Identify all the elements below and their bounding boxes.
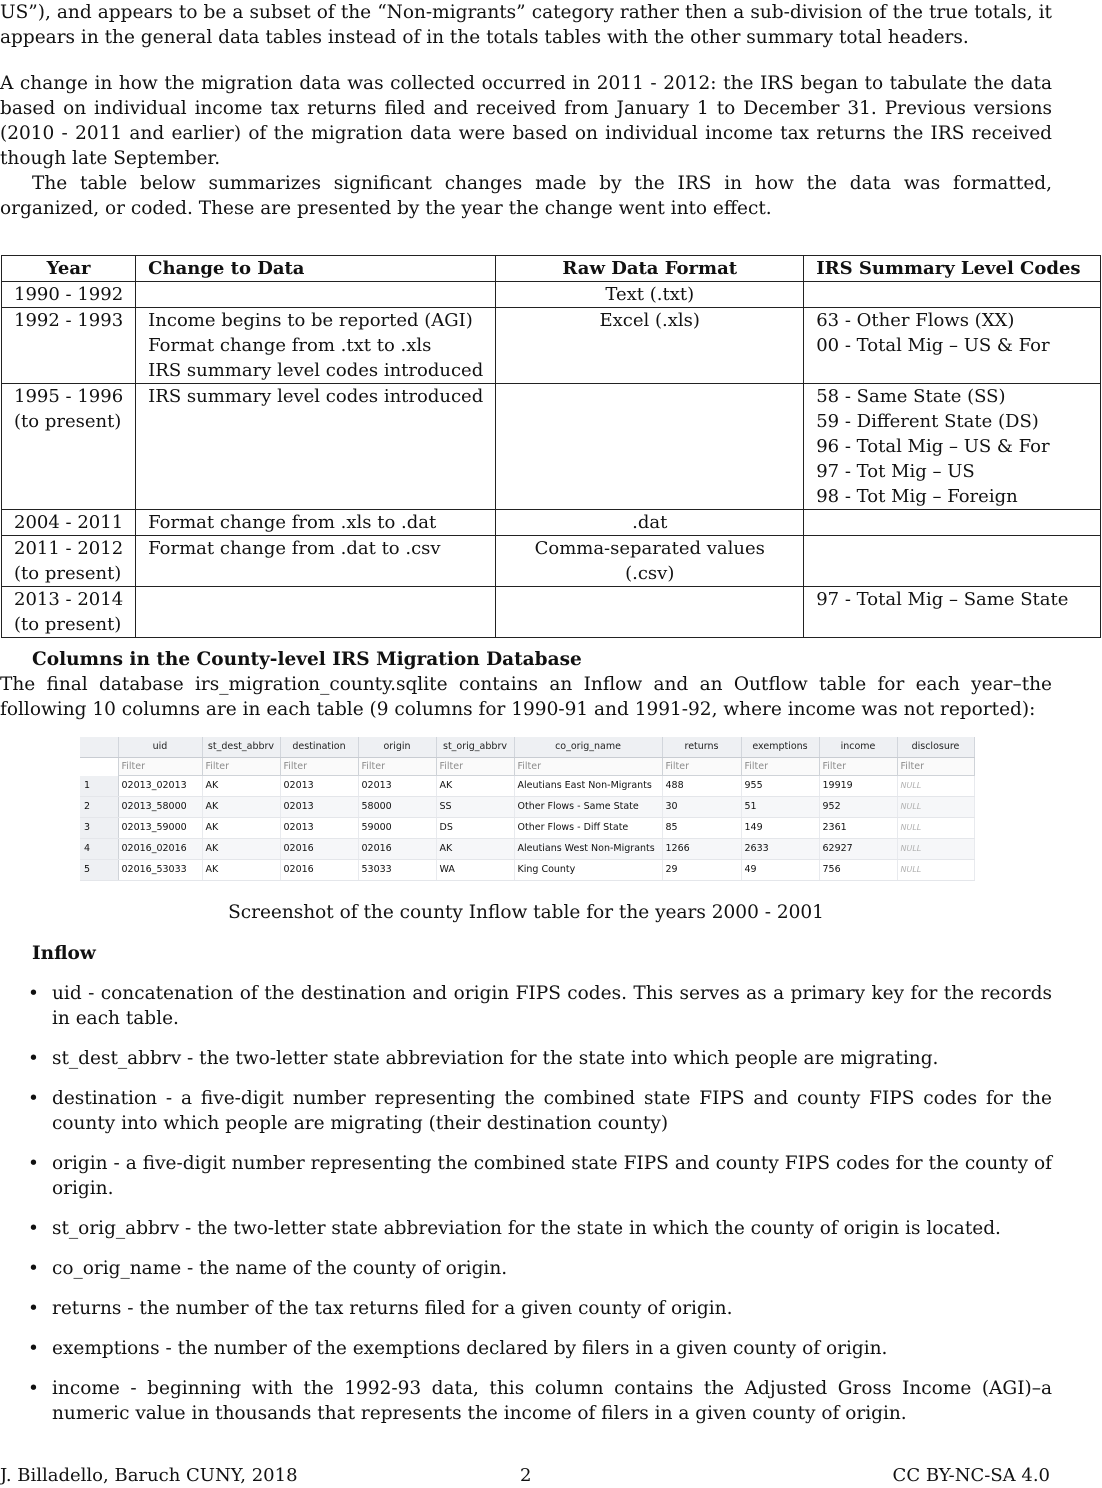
db-cell: 756 [819, 860, 897, 881]
bullet-icon: • [28, 1153, 39, 1174]
cell-line: 97 - Tot Mig – US [816, 461, 975, 482]
db-filter-input[interactable]: Filter [897, 758, 974, 776]
cell-change [136, 282, 496, 308]
list-item-text: co_orig_name - the name of the county of origin. [52, 1258, 508, 1279]
list-item-text: returns - the number of the tax returns filed for a given county of origin. [52, 1298, 733, 1319]
db-filter-input[interactable]: Filter [280, 758, 358, 776]
cell-change [136, 587, 496, 638]
db-row[interactable] [80, 776, 974, 797]
cell-year [2, 587, 136, 638]
db-cell: SS [436, 797, 514, 818]
list-item [0, 981, 1052, 1031]
table-row [2, 308, 1101, 384]
db-row[interactable] [80, 860, 974, 881]
list-item-text: destination - a five-digit number representing the combined state FIPS and county FIPS codes for the county into which people are migrating (their destination county) [52, 1088, 1052, 1134]
db-cell: 955 [741, 776, 819, 797]
cell-line: (to present) [14, 563, 122, 584]
db-cell: 149 [741, 818, 819, 839]
cell-line: 96 - Total Mig – US & For [816, 436, 1050, 457]
db-cell: AK [202, 797, 280, 818]
list-item-text: exemptions - the number of the exemptions declared by filers in a given county of origin. [52, 1338, 888, 1359]
db-row[interactable] [80, 797, 974, 818]
cell-codes [804, 282, 1101, 308]
bullet-icon: • [28, 983, 39, 1004]
db-cell: Aleutians West Non-Migrants [514, 839, 662, 860]
list-item [0, 1376, 1052, 1426]
bullet-icon: • [28, 1088, 39, 1109]
cell-year [2, 282, 136, 308]
table-body [2, 282, 1101, 638]
db-filter-spacer [80, 758, 118, 776]
db-filter-input[interactable]: Filter [358, 758, 436, 776]
data-changes-table [1, 255, 1101, 638]
cell-line: 59 - Different State (DS) [816, 411, 1039, 432]
bullet-icon: • [28, 1258, 39, 1279]
db-row-number: 3 [80, 818, 118, 839]
cell-line: 1990 - 1992 [14, 284, 124, 305]
columns-section-text: The final database irs_migration_county.sqlite contains an Inflow and an Outflow table for each year–the following 10 columns are in each table (9 columns for 1990-91 and 1991-92, where income was not reported): [0, 674, 1052, 720]
db-column-header[interactable]: exemptions [741, 737, 819, 758]
db-cell: 02013 [280, 818, 358, 839]
intro-paragraph-table-summary: The table below summarizes significant changes made by the IRS in how the data was formatted, organized, or coded. These are presented by the year the change went into effect. [0, 173, 1052, 219]
list-item-text: origin - a five-digit number representing the combined state FIPS and county FIPS codes for the county of origin. [52, 1153, 1052, 1199]
db-body [80, 758, 974, 881]
db-cell: AK [202, 776, 280, 797]
inflow-column-definitions [0, 981, 1052, 1441]
db-row-number: 4 [80, 839, 118, 860]
cell-year [2, 536, 136, 587]
header-year: Year [2, 256, 136, 282]
db-cell: WA [436, 860, 514, 881]
cell-codes [804, 587, 1101, 638]
cell-codes [804, 510, 1101, 536]
db-cell: NULL [897, 818, 974, 839]
header-change-to-data: Change to Data [136, 256, 496, 282]
db-filter-input[interactable]: Filter [819, 758, 897, 776]
table-header-row [2, 256, 1101, 282]
list-item-text: income - beginning with the 1992-93 data, this column contains the Adjusted Gross Income (AGI)–a numeric value in thousands that represents the income of filers in a given county of origin. [52, 1378, 1052, 1424]
db-cell: NULL [897, 776, 974, 797]
cell-line: Format change from .txt to .xls [148, 335, 432, 356]
db-cell: 02013_58000 [118, 797, 202, 818]
cell-format [496, 587, 804, 638]
db-cell: 02016_02016 [118, 839, 202, 860]
bullet-icon: • [28, 1298, 39, 1319]
intro-paragraph-collection-change: A change in how the migration data was collected occurred in 2011 - 2012: the IRS began to tabulate the data based on individual income tax returns filed and received from January 1 to December 31. Previous versions (2010 - 2011 and earlier) of the migration data were based on individual income tax returns the IRS received though late September. [0, 73, 1052, 169]
list-item-text: uid - concatenation of the destination and origin FIPS codes. This serves as a primary key for the records in each table. [52, 983, 1052, 1029]
db-cell: 02016 [358, 839, 436, 860]
cell-line: 2011 - 2012 [14, 538, 124, 559]
db-row-number: 2 [80, 797, 118, 818]
db-cell: 85 [662, 818, 741, 839]
db-row[interactable] [80, 818, 974, 839]
db-header-row [80, 737, 974, 758]
db-cell: 02016 [280, 860, 358, 881]
db-cell: 62927 [819, 839, 897, 860]
cell-format: Excel (.xls) [496, 308, 804, 384]
db-filter-input[interactable]: Filter [118, 758, 202, 776]
list-item [0, 1336, 1052, 1361]
list-item [0, 1216, 1052, 1241]
db-cell: 2633 [741, 839, 819, 860]
list-item-text: st_orig_abbrv - the two-letter state abbreviation for the state in which the county of origin is located. [52, 1218, 1001, 1239]
cell-line: 2013 - 2014 [14, 589, 124, 610]
cell-line: Format change from .dat to .csv [148, 538, 441, 559]
screenshot-caption: Screenshot of the county Inflow table for the years 2000 - 2001 [228, 902, 824, 923]
cell-format: Comma-separated values (.csv) [496, 536, 804, 587]
db-column-header[interactable]: returns [662, 737, 741, 758]
footer-license: CC BY-NC-SA 4.0 [892, 1465, 1050, 1486]
db-cell: 488 [662, 776, 741, 797]
bullet-icon: • [28, 1338, 39, 1359]
cell-line: 00 - Total Mig – US & For [816, 335, 1050, 356]
db-row-number: 1 [80, 776, 118, 797]
cell-format [496, 384, 804, 510]
db-cell: 59000 [358, 818, 436, 839]
table-row [2, 536, 1101, 587]
db-cell: 51 [741, 797, 819, 818]
cell-codes [804, 308, 1101, 384]
cell-line: 63 - Other Flows (XX) [816, 310, 1015, 331]
cell-change [136, 384, 496, 510]
db-cell: 19919 [819, 776, 897, 797]
db-cell: 02016 [280, 839, 358, 860]
cell-line: 1995 - 1996 [14, 386, 124, 407]
db-row[interactable] [80, 839, 974, 860]
db-filter-row [80, 758, 974, 776]
db-cell: AK [202, 860, 280, 881]
db-cell: 02013_59000 [118, 818, 202, 839]
inflow-heading: Inflow [32, 943, 96, 964]
db-cell: AK [436, 839, 514, 860]
db-cell: 29 [662, 860, 741, 881]
db-column-header[interactable]: destination [280, 737, 358, 758]
db-cell: 30 [662, 797, 741, 818]
list-item [0, 1086, 1052, 1136]
cell-format: Text (.txt) [496, 282, 804, 308]
db-cell: Aleutians East Non-Migrants [514, 776, 662, 797]
cell-codes [804, 384, 1101, 510]
db-cell: 02013 [280, 797, 358, 818]
header-raw-data-format: Raw Data Format [496, 256, 804, 282]
cell-year [2, 384, 136, 510]
cell-change [136, 308, 496, 384]
list-item [0, 1046, 1052, 1071]
columns-section-heading: Columns in the County-level IRS Migration Database [32, 649, 582, 670]
db-cell: 53033 [358, 860, 436, 881]
db-column-header[interactable]: co_orig_name [514, 737, 662, 758]
cell-line: 1992 - 1993 [14, 310, 124, 331]
db-column-header[interactable]: uid [118, 737, 202, 758]
db-cell: NULL [897, 839, 974, 860]
cell-line: Format change from .xls to .dat [148, 512, 437, 533]
db-filter-input[interactable]: Filter [514, 758, 662, 776]
cell-line: IRS summary level codes introduced [148, 360, 484, 381]
db-filter-input[interactable]: Filter [662, 758, 741, 776]
db-cell: 02016_53033 [118, 860, 202, 881]
db-cell: Other Flows - Diff State [514, 818, 662, 839]
db-cell: 02013_02013 [118, 776, 202, 797]
bullet-icon: • [28, 1048, 39, 1069]
table-row [2, 510, 1101, 536]
db-filter-input[interactable]: Filter [202, 758, 280, 776]
db-column-header[interactable]: disclosure [897, 737, 974, 758]
list-item [0, 1296, 1052, 1321]
db-cell: AK [202, 839, 280, 860]
db-cell: Other Flows - Same State [514, 797, 662, 818]
db-filter-input[interactable]: Filter [436, 758, 514, 776]
intro-paragraph-continued: US”), and appears to be a subset of the “Non-migrants” category rather then a sub-division of the true totals, it appears in the general data tables instead of in the totals tables with the other summary total headers. [0, 2, 1052, 48]
db-filter-input[interactable]: Filter [741, 758, 819, 776]
db-cell: King County [514, 860, 662, 881]
db-cell: 02013 [280, 776, 358, 797]
cell-change [136, 510, 496, 536]
db-column-header[interactable]: origin [358, 737, 436, 758]
db-cell: 02013 [358, 776, 436, 797]
db-cell: NULL [897, 860, 974, 881]
table-row [2, 282, 1101, 308]
db-column-header[interactable]: income [819, 737, 897, 758]
list-item-text: st_dest_abbrv - the two-letter state abbreviation for the state into which people are migrating. [52, 1048, 939, 1069]
db-cell: AK [202, 818, 280, 839]
list-item [0, 1151, 1052, 1201]
db-cell: NULL [897, 797, 974, 818]
db-cell: 49 [741, 860, 819, 881]
db-cell: 952 [819, 797, 897, 818]
cell-year [2, 510, 136, 536]
db-cell: 58000 [358, 797, 436, 818]
cell-line: (to present) [14, 614, 122, 635]
list-item [0, 1256, 1052, 1281]
db-column-header[interactable]: st_orig_abbrv [436, 737, 514, 758]
cell-line: IRS summary level codes introduced [148, 386, 484, 407]
db-cell: AK [436, 776, 514, 797]
db-cell: DS [436, 818, 514, 839]
table-row [2, 587, 1101, 638]
footer-author: J. Billadello, Baruch CUNY, 2018 [0, 1465, 298, 1486]
database-table-screenshot [80, 737, 972, 877]
bullet-icon: • [28, 1378, 39, 1399]
cell-line: 58 - Same State (SS) [816, 386, 1006, 407]
db-cell: 2361 [819, 818, 897, 839]
db-column-header[interactable]: st_dest_abbrv [202, 737, 280, 758]
db-cell: 1266 [662, 839, 741, 860]
bullet-icon: • [28, 1218, 39, 1239]
table-row [2, 384, 1101, 510]
cell-codes [804, 536, 1101, 587]
cell-format: .dat [496, 510, 804, 536]
cell-change [136, 536, 496, 587]
header-irs-summary-level-codes: IRS Summary Level Codes [804, 256, 1101, 282]
cell-year [2, 308, 136, 384]
cell-line: 97 - Total Mig – Same State [816, 589, 1069, 610]
db-rownum-header [80, 737, 118, 758]
db-row-number: 5 [80, 860, 118, 881]
cell-line: 98 - Tot Mig – Foreign [816, 486, 1018, 507]
cell-line: (to present) [14, 411, 122, 432]
cell-line: Income begins to be reported (AGI) [148, 310, 473, 331]
cell-line: 2004 - 2011 [14, 512, 124, 533]
footer-page-number: 2 [520, 1465, 532, 1486]
